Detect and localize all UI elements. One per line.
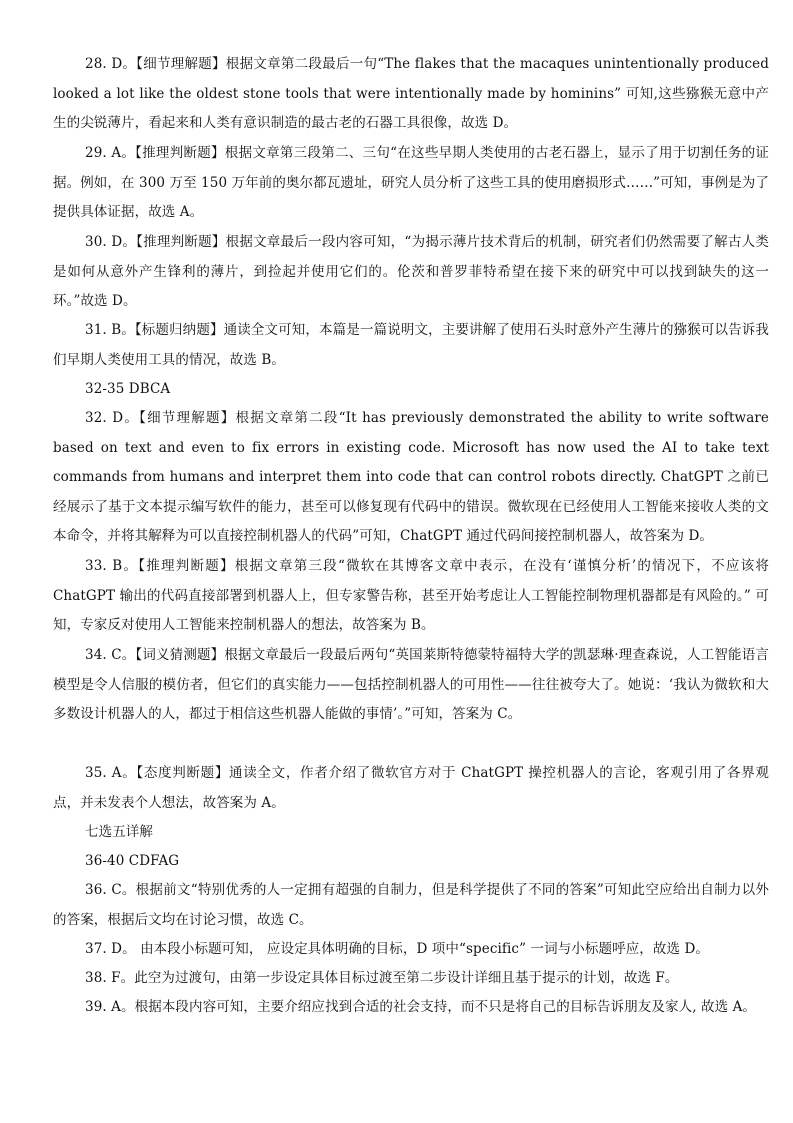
- answer-30-paragraph: 30. D。【推理判断题】根据文章最后一段内容可知，“为揭示薄片技术背后的机制，研究者们仍然需要了解古人类是如何从意外产生锋利的薄片，到捡起并使用它们的。伦茨和普罗菲特希望在接下来的研究中可以找到缺失的这一环。”故选 D。: [53, 234, 769, 309]
- answer-28-paragraph: 28. D。【细节理解题】根据文章第二段最后一句“The flakes that the macaques unintentionally produced looked a lot like the oldest stone tools that were intentionally made by hominins” 可知,这些猕猴无意中产生的尖锐薄片，看起来和人类有意识制造的最古老的石器工具很像，故选 D。: [53, 56, 769, 131]
- answer-36-paragraph: 36. C。根据前文“特别优秀的人一定拥有超强的自制力，但是科学提供了不同的答案”可知此空应给出自制力以外的答案，根据后文均在讨论习惯，故选 C。: [53, 882, 769, 928]
- answer-33-paragraph: 33. B。【推理判断题】根据文章第三段“微软在其博客文章中表示，在没有‘谨慎分析’的情况下，不应该将 ChatGPT 输出的代码直接部署到机器人上，但专家警告称，甚至开始考虑让人工智能控制物理机器都是有风险的。” 可知，专家反对使用人工智能来控制机器人的想法，故答案为 B。: [53, 558, 769, 633]
- answer-37-paragraph: 37. D。 由本段小标题可知， 应设定具体明确的目标，D 项中“specific” 一词与小标题呼应，故选 D。: [85, 941, 710, 957]
- answer-34-paragraph: 34. C。【词义猜测题】根据文章最后一段最后两句“英国莱斯特德蒙特福特大学的凯瑟琳·理查森说，人工智能语言模型是令人信服的模仿者，但它们的真实能力——包括控制机器人的可用性——往往被夸大了。她说：‘我认为微软和大多数设计机器人的人，都过于相信这些机器人能做的事情’。”可知，答案为 C。: [53, 647, 769, 722]
- answer-29-paragraph: 29. A。【推理判断题】根据文章第三段第二、三句“在这些早期人类使用的古老石器上，显示了用于切割任务的证据。例如，在 300 万至 150 万年前的奥尔都瓦遗址，研究人员分析了这些工具的使用磨损形式……”可知，事例是为了提供具体证据，故选 A。: [53, 145, 769, 220]
- answer-35-paragraph: 35. A。【态度判断题】通读全文，作者介绍了微软官方对于 ChatGPT 操控机器人的言论，客观引用了各界观点，并未发表个人想法，故答案为 A。: [53, 765, 769, 811]
- answer-32-paragraph: 32. D。【细节理解题】根据文章第二段“It has previously demonstrated the ability to write software based on text and even to fix errors in existing code. Microsoft has now used the AI to take text commands from humans and interpret them into code that can control robots directly. ChatGPT 之前已经展示了基于文本提示编写软件的能力，甚至可以修复现有代码中的错误。微软现在已经使用人工智能来接收人类的文本命令，并将其解释为可以直接控制机器人的代码”可知，ChatGPT 通过代码间接控制机器人，故答案为 D。: [53, 410, 769, 544]
- section-heading-seven-choose-five: 七选五详解: [85, 824, 153, 840]
- answer-39-paragraph: 39. A。根据本段内容可知，主要介绍应找到合适的社会支持，而不只是将自己的目标告诉朋友及家人, 故选 A。: [85, 999, 757, 1015]
- answer-31-paragraph: 31. B。【标题归纳题】通读全文可知，本篇是一篇说明文，主要讲解了使用石头时意外产生薄片的猕猴可以告诉我们早期人类使用工具的情况，故选 B。: [53, 322, 769, 368]
- section-answers-32-35: 32-35 DBCA: [85, 381, 171, 397]
- answer-38-paragraph: 38. F。此空为过渡句，由第一步设定具体目标过渡至第二步设计详细且基于提示的计划，故选 F。: [85, 970, 679, 986]
- section-answers-36-40: 36-40 CDFAG: [85, 853, 180, 869]
